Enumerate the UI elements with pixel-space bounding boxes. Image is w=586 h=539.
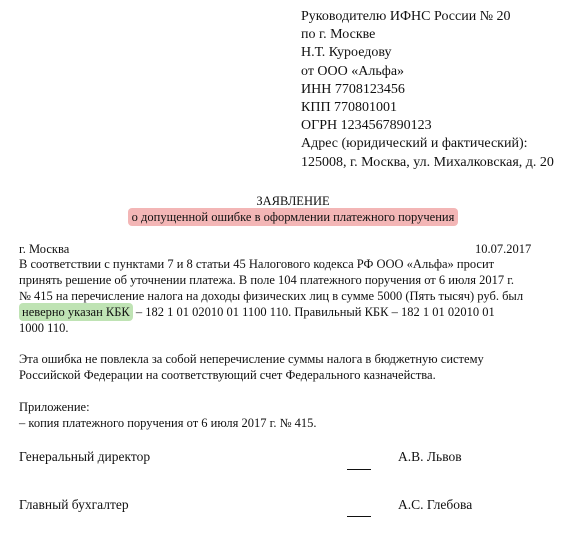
recipient-line: Руководителю ИФНС России № 20	[301, 9, 511, 24]
recipient-line: ИНН 7708123456	[301, 81, 405, 97]
paragraph-line: № 415 на перечисление налога на доходы физических лиц в сумме 5000 (Пять тысяч) руб. был	[19, 289, 524, 303]
attachment-item: – копия платежного поручения от 6 июля 2017 г. № 415.	[19, 416, 317, 430]
document-title: ЗАЯВЛЕНИЕ	[256, 194, 330, 208]
signature-line-director	[347, 469, 371, 470]
recipient-block	[301, 8, 554, 172]
document-subtitle-row	[0, 209, 586, 225]
second-paragraph	[19, 351, 484, 383]
city: г. Москва	[19, 242, 70, 256]
recipient-line: по г. Москве	[301, 27, 376, 43]
recipient-line: от ООО «Альфа»	[301, 63, 405, 79]
recipient-line: КПП 770801001	[301, 99, 398, 115]
paragraph-line: Российской Федерации на соответствующий счет Федерального казначейства.	[19, 368, 436, 382]
paragraph-line: Эта ошибка не повлекла за собой неперечисление суммы налога в бюджетную систему	[19, 352, 484, 366]
paragraph-line: В соответствии с пунктами 7 и 8 статьи 45 Налогового кодекса РФ ООО «Альфа» просит	[19, 257, 495, 271]
paragraph-line: принять решение об уточнении платежа. В поле 104 платежного поручения от 6 июля 2017 г.	[19, 273, 515, 287]
attachment-label: Приложение:	[19, 400, 90, 414]
kbk-values: – 182 1 01 02010 01 1100 110. Правильный КБК – 182 1 01 02010 01	[132, 305, 495, 319]
signature-role-accountant: Главный бухгалтер	[19, 497, 129, 512]
recipient-line: 125008, г. Москва, ул. Михалковская, д. 20	[301, 154, 554, 170]
paragraph-line: 1000 110.	[19, 321, 69, 335]
recipient-line: Н.Т. Куроедову	[301, 45, 392, 61]
kbk-error-highlight: неверно указан КБК	[19, 303, 133, 321]
paragraph-line	[19, 304, 523, 320]
recipient-line: Адрес (юридический и фактический):	[301, 136, 528, 152]
signature-name-accountant: А.С. Глебова	[398, 497, 473, 512]
attachment-block	[19, 399, 317, 431]
signature-name-director: А.В. Львов	[398, 449, 462, 464]
document-subtitle: о допущенной ошибке в оформлении платежного поручения	[128, 208, 459, 226]
signature-role-director: Генеральный директор	[19, 449, 151, 464]
recipient-line: ОГРН 1234567890123	[301, 118, 432, 134]
signature-line-accountant	[347, 516, 371, 517]
main-paragraph	[19, 256, 523, 336]
date: 10.07.2017	[475, 242, 532, 256]
